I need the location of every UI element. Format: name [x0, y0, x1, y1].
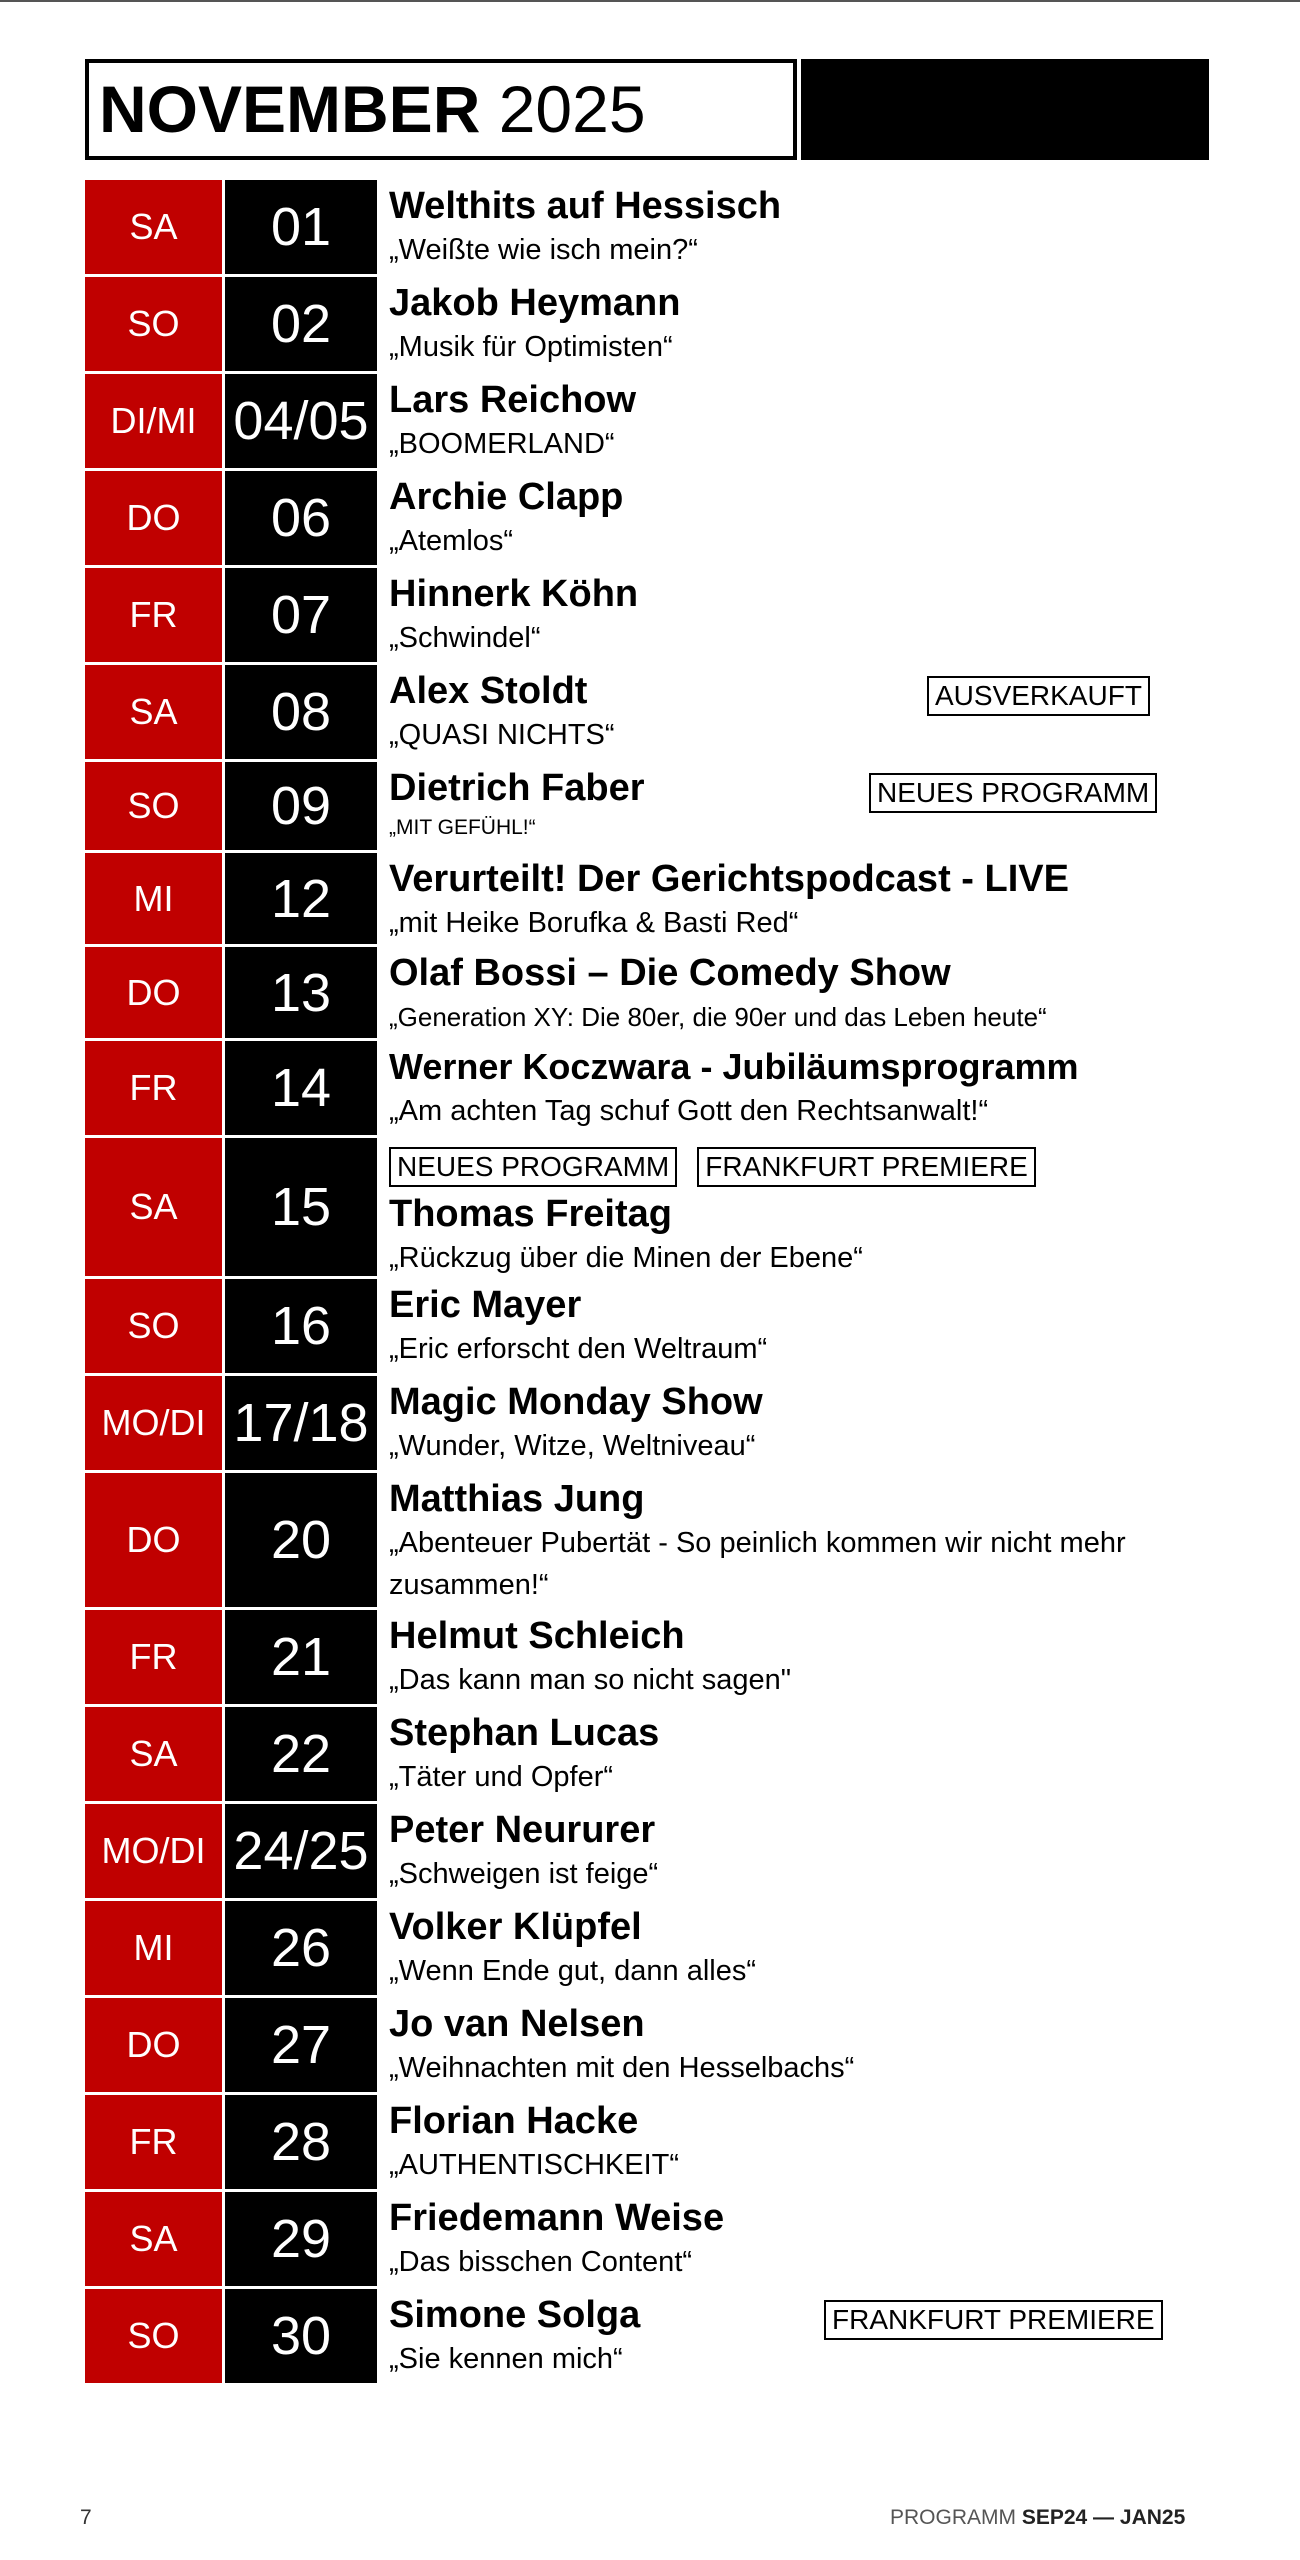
- weekday-cell: SA: [85, 2192, 222, 2286]
- event-title: Jakob Heymann: [389, 282, 681, 324]
- event-content: [389, 668, 1215, 756]
- top-rule: [0, 0, 1300, 2]
- event-content: [389, 571, 1215, 659]
- event-tags: [389, 1147, 1215, 1187]
- weekday-cell: FR: [85, 568, 222, 662]
- new-program-badge: NEUES PROGRAMM: [389, 1147, 677, 1187]
- event-row: [85, 1376, 1215, 1473]
- event-subtitle: „BOOMERLAND“: [389, 428, 615, 460]
- weekday-cell: SA: [85, 180, 222, 274]
- event-content: [389, 1044, 1215, 1132]
- event-content: [389, 950, 1215, 1038]
- weekday-cell: SA: [85, 665, 222, 759]
- event-row: [85, 2095, 1215, 2192]
- event-content: [389, 1379, 1215, 1467]
- footer-program-label: [890, 2506, 1185, 2530]
- weekday-cell: MI: [85, 1901, 222, 1995]
- date-cell: 20: [225, 1473, 377, 1607]
- event-subtitle: „Täter und Opfer“: [389, 1761, 614, 1793]
- event-subtitle: „Abenteuer Pubertät - So peinlich kommen wir nicht mehr zusammen!“: [389, 1527, 1126, 1601]
- year: 2025: [498, 72, 646, 146]
- event-title: Lars Reichow: [389, 379, 637, 421]
- event-title: Simone Solga: [389, 2294, 641, 2336]
- frankfurt-premiere-badge: FRANKFURT PREMIERE: [824, 2300, 1163, 2340]
- event-content: [389, 1282, 1215, 1370]
- weekday-cell: FR: [85, 2095, 222, 2189]
- event-title: Alex Stoldt: [389, 670, 588, 712]
- date-cell: 15: [225, 1138, 377, 1276]
- month-title: [85, 59, 797, 160]
- date-cell: 22: [225, 1707, 377, 1801]
- event-subtitle: „MIT GEFÜHL!“: [389, 816, 536, 839]
- event-content: [389, 765, 1215, 845]
- event-content: [389, 2098, 1215, 2186]
- event-title: Peter Neururer: [389, 1809, 656, 1851]
- event-subtitle: „Das kann man so nicht sagen": [389, 1664, 792, 1696]
- event-row: [85, 1279, 1215, 1376]
- footer-label: PROGRAMM: [890, 2506, 1016, 2529]
- weekday-cell: DI/MI: [85, 374, 222, 468]
- event-subtitle: „Wenn Ende gut, dann alles“: [389, 1955, 757, 1987]
- event-title: Dietrich Faber: [389, 767, 645, 809]
- weekday-cell: MO/DI: [85, 1804, 222, 1898]
- event-title: Eric Mayer: [389, 1284, 582, 1326]
- date-cell: 29: [225, 2192, 377, 2286]
- event-subtitle: „mit Heike Borufka & Basti Red“: [389, 907, 799, 939]
- event-subtitle: „Schwindel“: [389, 622, 541, 654]
- event-subtitle: „Weißte wie isch mein?“: [389, 234, 698, 266]
- date-cell: 01: [225, 180, 377, 274]
- date-cell: 30: [225, 2289, 377, 2383]
- event-content: [389, 474, 1215, 562]
- date-cell: 02: [225, 277, 377, 371]
- weekday-cell: SA: [85, 1707, 222, 1801]
- event-row: [85, 1804, 1215, 1901]
- event-content: [389, 1476, 1215, 1606]
- event-subtitle: „Eric erforscht den Weltraum“: [389, 1333, 768, 1365]
- date-cell: 13: [225, 947, 377, 1038]
- date-cell: 24/25: [225, 1804, 377, 1898]
- event-title: Archie Clapp: [389, 476, 624, 518]
- event-content: [389, 1141, 1215, 1279]
- event-content: [389, 1710, 1215, 1798]
- event-row: [85, 1707, 1215, 1804]
- event-subtitle: „Musik für Optimisten“: [389, 331, 673, 363]
- event-list: [85, 180, 1215, 2386]
- event-title: Werner Koczwara - Jubiläumsprogramm: [389, 1046, 1079, 1087]
- event-title: Stephan Lucas: [389, 1712, 660, 1754]
- event-row: [85, 1901, 1215, 1998]
- event-title: Volker Klüpfel: [389, 1906, 642, 1948]
- event-content: [389, 2001, 1215, 2089]
- event-row: [85, 277, 1215, 374]
- event-content: [389, 280, 1215, 368]
- month-name: NOVEMBER: [99, 72, 481, 146]
- event-title: Magic Monday Show: [389, 1381, 763, 1423]
- event-row: [85, 1138, 1215, 1279]
- event-row: [85, 1041, 1215, 1138]
- date-cell: 06: [225, 471, 377, 565]
- event-subtitle: „Weihnachten mit den Hesselbachs“: [389, 2052, 855, 2084]
- event-title: Florian Hacke: [389, 2100, 639, 2142]
- date-cell: 21: [225, 1610, 377, 1704]
- month-header: [85, 59, 1209, 160]
- weekday-cell: SO: [85, 2289, 222, 2383]
- weekday-cell: DO: [85, 947, 222, 1038]
- weekday-cell: SO: [85, 277, 222, 371]
- sold-out-badge: AUSVERKAUFT: [927, 676, 1150, 716]
- event-row: [85, 665, 1215, 762]
- event-content: [389, 2292, 1215, 2380]
- weekday-cell: DO: [85, 1473, 222, 1607]
- event-title: Jo van Nelsen: [389, 2003, 645, 2045]
- event-content: [389, 856, 1215, 944]
- date-cell: 09: [225, 762, 377, 850]
- date-cell: 14: [225, 1041, 377, 1135]
- weekday-cell: MI: [85, 853, 222, 944]
- event-row: [85, 1610, 1215, 1707]
- footer-date-range: SEP24 — JAN25: [1021, 2506, 1186, 2529]
- date-cell: 17/18: [225, 1376, 377, 1470]
- event-row: [85, 471, 1215, 568]
- event-subtitle: „Das bisschen Content“: [389, 2246, 693, 2278]
- event-row: [85, 2289, 1215, 2386]
- date-cell: 12: [225, 853, 377, 944]
- date-cell: 26: [225, 1901, 377, 1995]
- date-cell: 16: [225, 1279, 377, 1373]
- page-number: 7: [80, 2506, 92, 2529]
- event-subtitle: „Am achten Tag schuf Gott den Rechtsanwalt!“: [389, 1095, 989, 1127]
- event-subtitle: „AUTHENTISCHKEIT“: [389, 2149, 679, 2181]
- event-subtitle: „QUASI NICHTS“: [389, 719, 615, 751]
- event-title: Welthits auf Hessisch: [389, 185, 782, 227]
- event-row: [85, 762, 1215, 853]
- event-subtitle: „Generation XY: Die 80er, die 90er und das Leben heute“: [389, 1002, 1047, 1032]
- event-content: [389, 2195, 1215, 2283]
- event-subtitle: „Rückzug über die Minen der Ebene“: [389, 1242, 863, 1274]
- frankfurt-premiere-badge: FRANKFURT PREMIERE: [697, 1147, 1036, 1187]
- event-row: [85, 374, 1215, 471]
- event-title: Friedemann Weise: [389, 2197, 725, 2239]
- weekday-cell: SO: [85, 762, 222, 850]
- event-row: [85, 180, 1215, 277]
- event-subtitle: „Schweigen ist feige“: [389, 1858, 659, 1890]
- event-title: Verurteilt! Der Gerichtspodcast - LIVE: [389, 858, 1069, 900]
- weekday-cell: MO/DI: [85, 1376, 222, 1470]
- weekday-cell: FR: [85, 1041, 222, 1135]
- event-title: Thomas Freitag: [389, 1193, 672, 1235]
- event-content: [389, 1807, 1215, 1895]
- event-row: [85, 947, 1215, 1041]
- weekday-cell: SA: [85, 1138, 222, 1276]
- event-subtitle: „Wunder, Witze, Weltniveau“: [389, 1430, 756, 1462]
- event-content: [389, 183, 1215, 271]
- event-content: [389, 377, 1215, 465]
- event-title: Olaf Bossi – Die Comedy Show: [389, 952, 951, 994]
- event-row: [85, 1998, 1215, 2095]
- new-program-badge: NEUES PROGRAMM: [869, 773, 1157, 813]
- event-row: [85, 2192, 1215, 2289]
- date-cell: 28: [225, 2095, 377, 2189]
- event-title: Helmut Schleich: [389, 1615, 685, 1657]
- date-cell: 27: [225, 1998, 377, 2092]
- event-row: [85, 568, 1215, 665]
- event-content: [389, 1904, 1215, 1992]
- weekday-cell: FR: [85, 1610, 222, 1704]
- event-row: [85, 1473, 1215, 1610]
- event-row: [85, 853, 1215, 947]
- event-subtitle: „Atemlos“: [389, 525, 514, 557]
- weekday-cell: SO: [85, 1279, 222, 1373]
- header-black-block: [801, 59, 1209, 160]
- weekday-cell: DO: [85, 1998, 222, 2092]
- date-cell: 04/05: [225, 374, 377, 468]
- weekday-cell: DO: [85, 471, 222, 565]
- date-cell: 07: [225, 568, 377, 662]
- date-cell: 08: [225, 665, 377, 759]
- event-content: [389, 1613, 1215, 1701]
- event-subtitle: „Sie kennen mich“: [389, 2343, 623, 2375]
- event-title: Hinnerk Köhn: [389, 573, 639, 615]
- event-title: Matthias Jung: [389, 1478, 645, 1520]
